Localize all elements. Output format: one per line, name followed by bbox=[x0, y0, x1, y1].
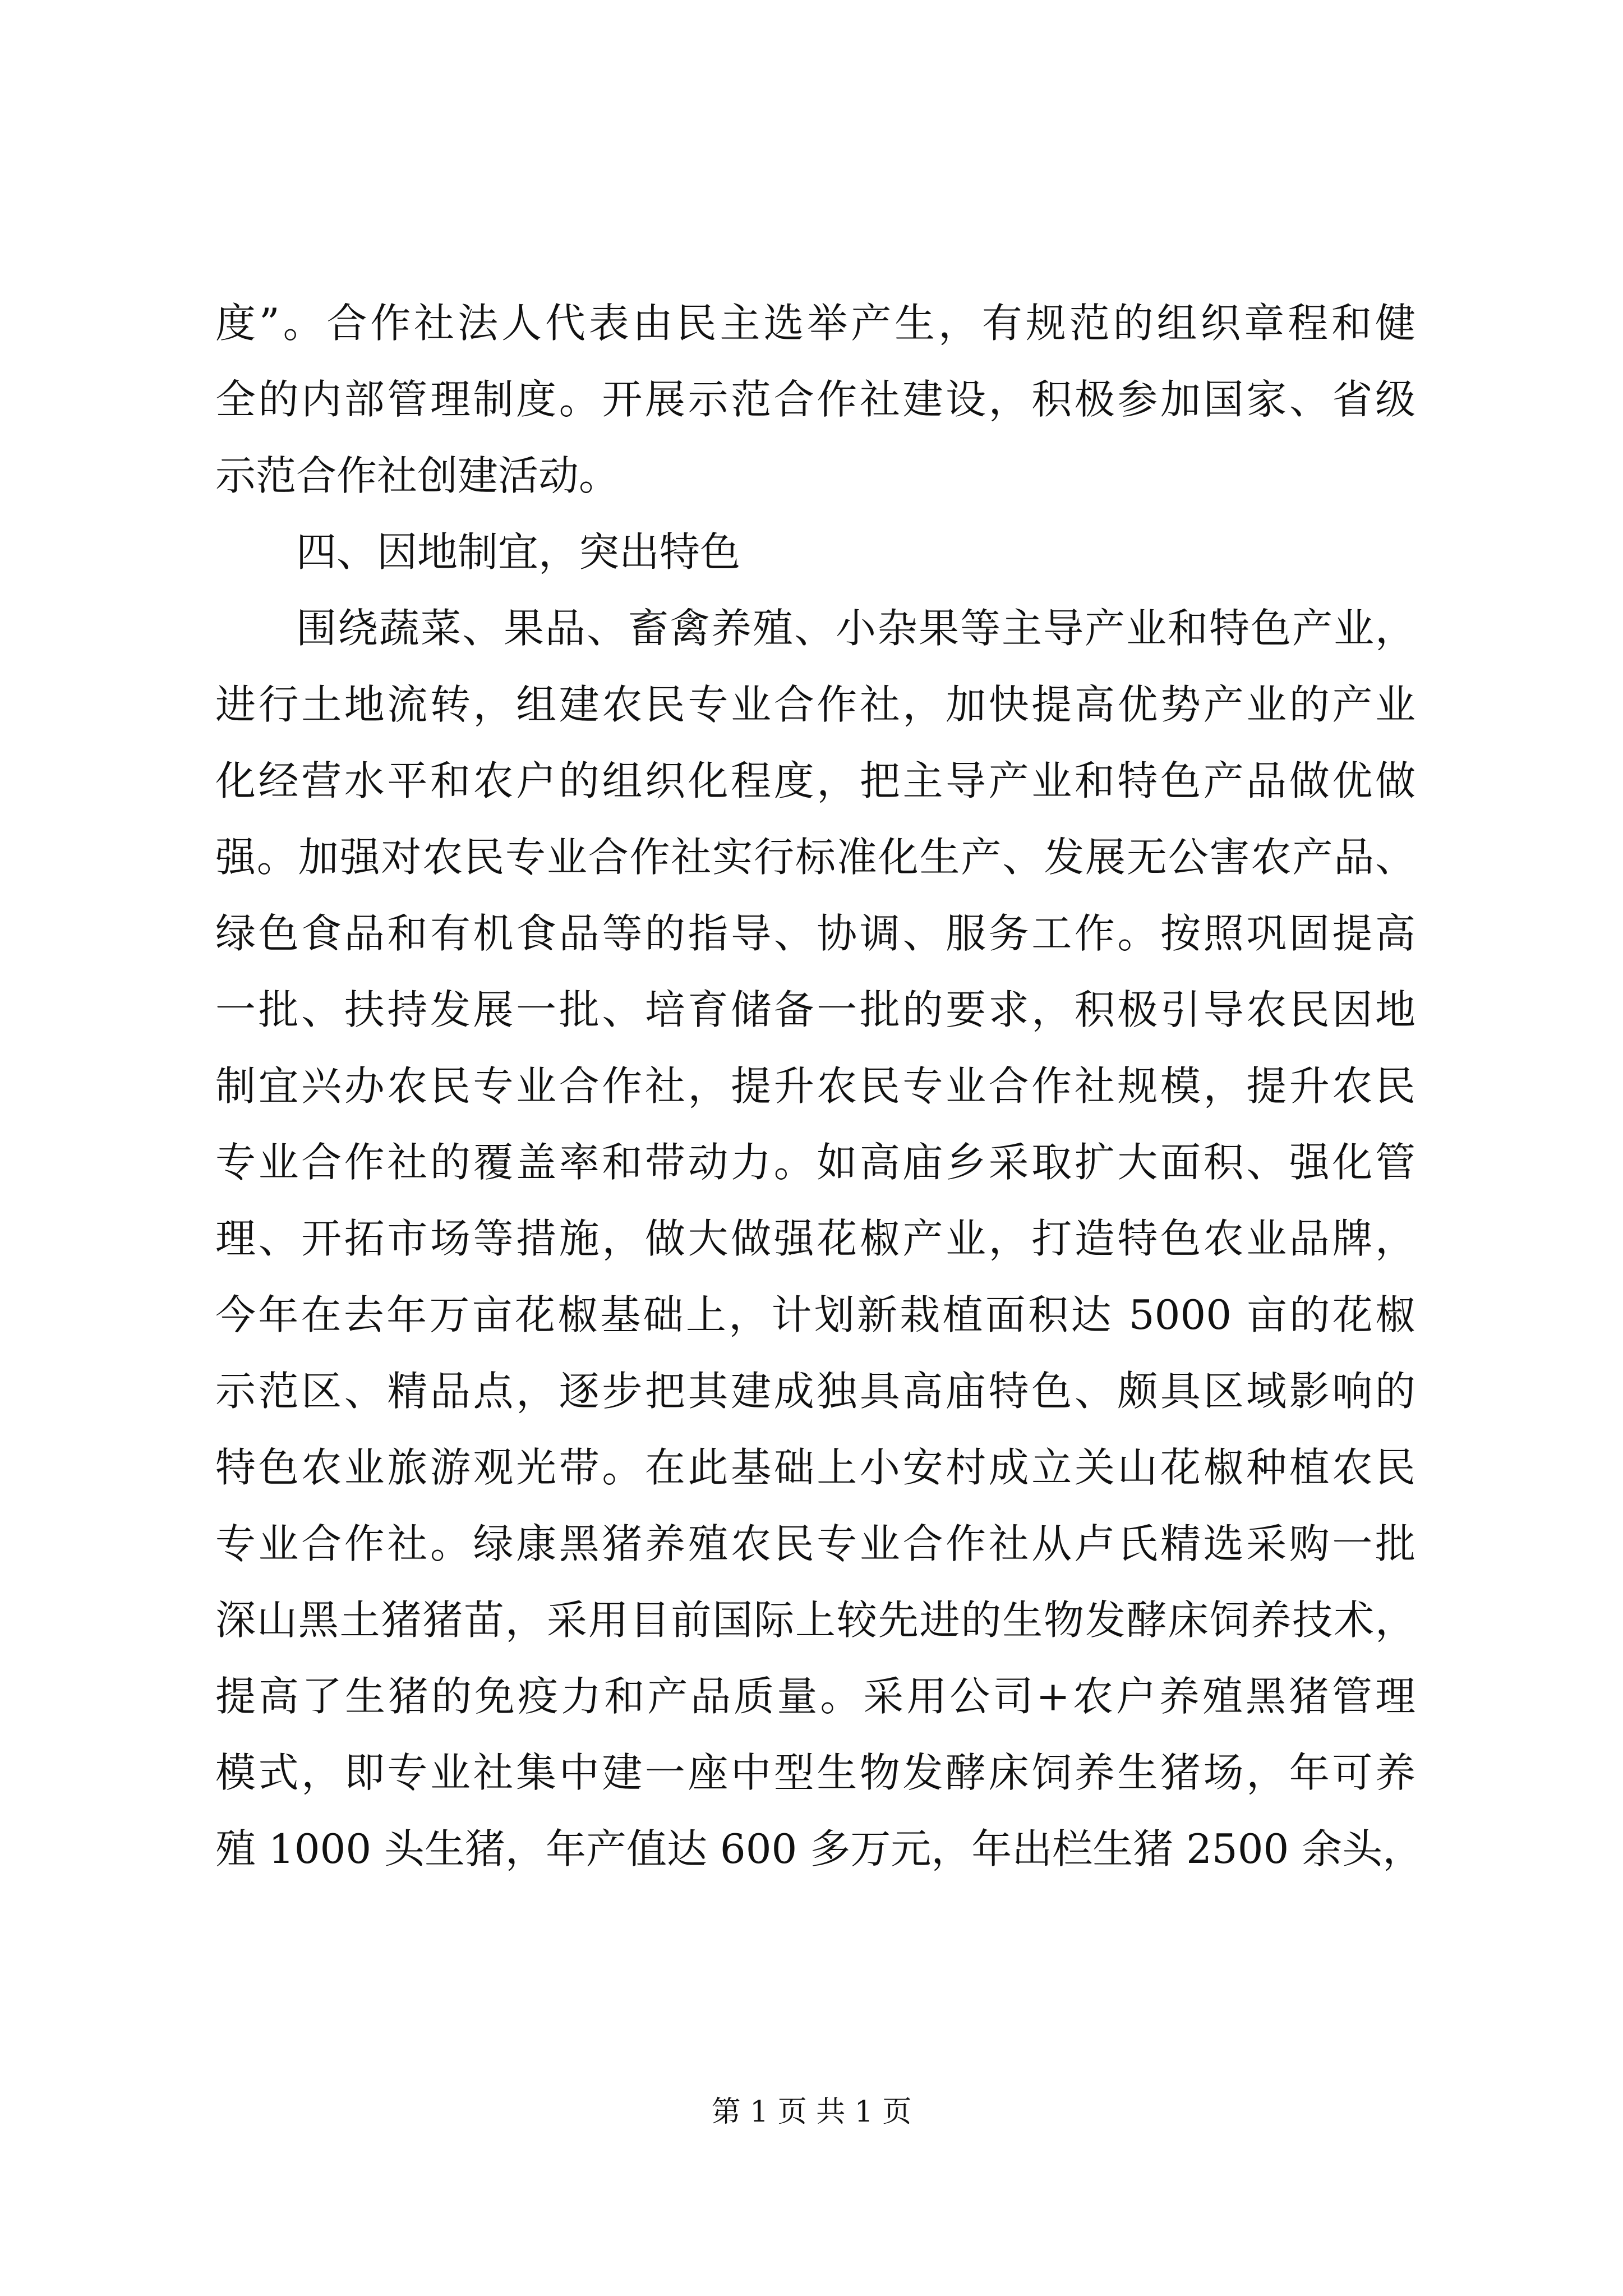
text-line: 度”。合作社法人代表由民主选举产生，有规范的组织章程和健 bbox=[215, 300, 1415, 347]
section-heading: 四、因地制宜，突出特色 bbox=[296, 528, 741, 576]
text-line: 今年在去年万亩花椒基础上，计划新栽植面积达 5000 亩的花椒 bbox=[215, 1291, 1415, 1338]
text-line: 理、开拓市场等措施，做大做强花椒产业，打造特色农业品牌， bbox=[215, 1215, 1415, 1262]
text-line: 特色农业旅游观光带。在此基础上小安村成立关山花椒种植农民 bbox=[215, 1444, 1415, 1491]
text-line: 深山黑土猪猪苗，采用目前国际上较先进的生物发酵床饲养技术， bbox=[215, 1596, 1415, 1644]
text-line: 示范合作社创建活动。 bbox=[215, 452, 620, 499]
text-line: 制宜兴办农民专业合作社，提升农民专业合作社规模，提升农民 bbox=[215, 1062, 1415, 1110]
text-line: 一批、扶持发展一批、培育储备一批的要求，积极引导农民因地 bbox=[215, 986, 1415, 1033]
text-line: 全的内部管理制度。开展示范合作社建设，积极参加国家、省级 bbox=[215, 376, 1415, 423]
text-line: 强。加强对农民专业合作社实行标准化生产、发展无公害农产品、 bbox=[215, 834, 1415, 881]
text-line: 进行土地流转，组建农民专业合作社，加快提高优势产业的产业 bbox=[215, 681, 1415, 728]
text-line: 殖 1000 头生猪，年产值达 600 多万元，年出栏生猪 2500 余头， bbox=[215, 1825, 1423, 1872]
page-footer: 第 1 页 共 1 页 bbox=[711, 2095, 912, 2129]
text-line: 提高了生猪的免疫力和产品质量。采用公司+农户养殖黑猪管理 bbox=[215, 1673, 1415, 1720]
text-line: 专业合作社的覆盖率和带动力。如高庙乡采取扩大面积、强化管 bbox=[215, 1139, 1415, 1186]
text-line: 示范区、精品点，逐步把其建成独具高庙特色、颇具区域影响的 bbox=[215, 1368, 1415, 1415]
text-line: 专业合作社。绿康黑猪养殖农民专业合作社从卢氏精选采购一批 bbox=[215, 1520, 1415, 1567]
text-line: 化经营水平和农户的组织化程度，把主导产业和特色产品做优做 bbox=[215, 757, 1415, 804]
text-line: 模式，即专业社集中建一座中型生物发酵床饲养生猪场，年可养 bbox=[215, 1749, 1415, 1796]
text-line: 绿色食品和有机食品等的指导、协调、服务工作。按照巩固提高 bbox=[215, 910, 1415, 957]
text-line: 围绕蔬菜、果品、畜禽养殖、小杂果等主导产业和特色产业， bbox=[296, 605, 1415, 652]
body-text bbox=[215, 285, 1423, 1887]
